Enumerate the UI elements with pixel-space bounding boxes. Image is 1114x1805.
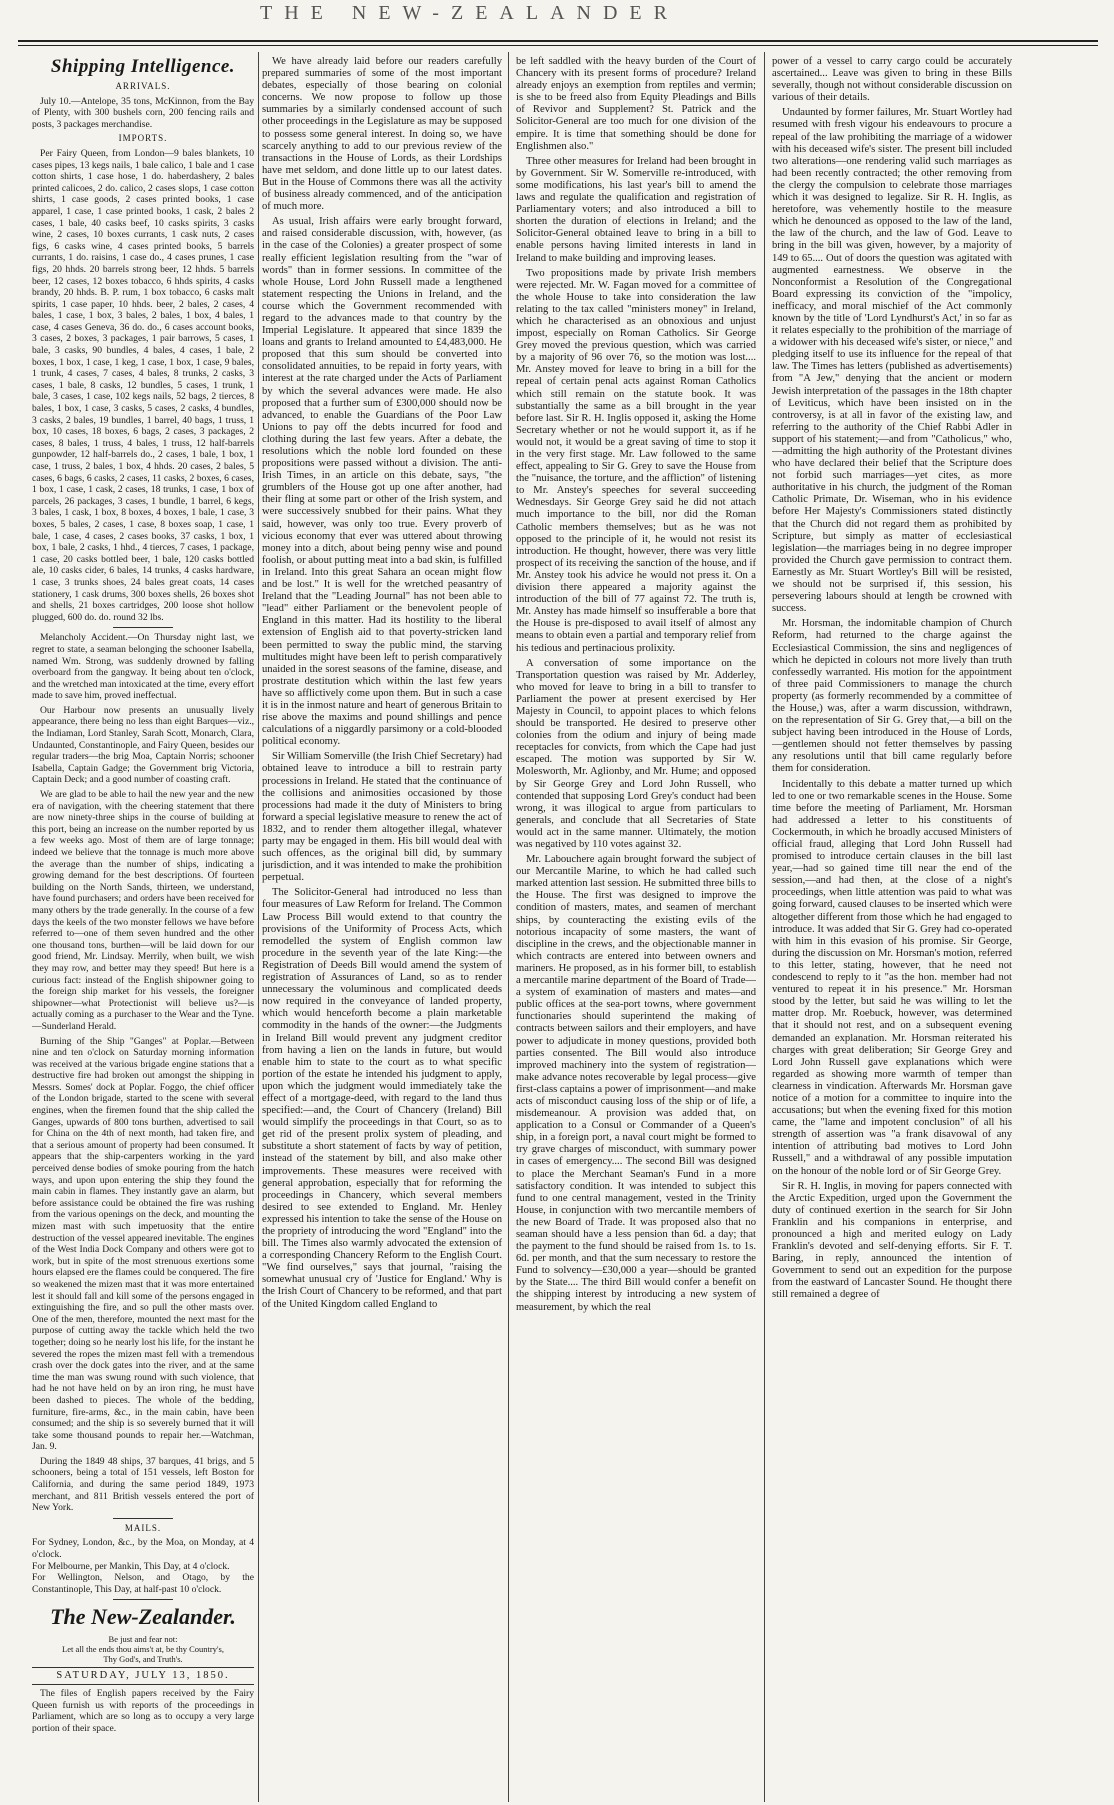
imports-text: Per Fairy Queen, from London—9 bales blankets, 10 cases pipes, 13 kegs nails, 1 bale calico, 1 bale and 1 case cotton shirts, 1 case hose, 1 do. haberdashery, 2 bales printed calicoes, 2 do. calico, 2 cases slops, 1 case cotton shirts, 1 case goods, 2 cases printed books, 1 case apparel, 1 case, 1 case printed books, 1 cask, 2 bales 2 cases, 1 bale, 40 casks beef, 10 casks spirits, 3 casks wine, 2 cases, 10 boxes currants, 1 cask nuts, 2 cases figs, 6 casks wine, 4 cases printed books, 5 barrels currants, 1 do. raisins, 1 case do., 4 cases prunes, 1 case figs, 20 hhds. 20 barrels strong beer, 12 hhds. 5 barrels beer, 12 cases, 12 boxes tobacco, 6 hhds spirits, 4 casks brandy, 20 hhds. B. P. rum, 1 box tobacco, 6 casks malt spirits, 1 case paper, 10 hhds. beer, 2 bales, 2 cases, 4 bales, 1 case, 1 box, 3 bales, 2 bales, 1 box, 4 bales, 1 case, 4 cases Geneva, 36 do. do., 6 cases account books, 3 cases, 2 boxes, 3 packages, 1 pair barrows, 5 cases, 1 bale, 3 casks, 90 bundles, 4 bales, 4 cases, 1 bale, 2 boxes, 1 box, 1 case, 1 keg, 1 case, 1 box, 1 case, 9 bales, 1 trunk, 4 cases, 7 cases, 4 bales, 8 trunks, 2 casks, 3 cases, 1 bale, 8 casks, 12 bundles, 5 cases, 1 trunk, 1 bale, 3 cases, 1 case, 102 kegs nails, 52 bags, 2 tierces, 8 bales, 1 box, 1 case, 3 casks, 5 cases, 2 casks, 4 bundles, 3 casks, 2 bales, 19 bundles, 1 barrel, 40 bags, 1 truss, 1 box, 10 cases, 18 boxes, 6 bags, 2 cases, 3 packages, 2 cases, 8 bales, 1 truss, 4 bales, 1 truss, 12 half-barrels gunpowder, 12 half-barrels do., 2 cases, 1 bale, 1 box, 1 case, 1 truss, 2 bales, 1 box, 4 hhds. 20 cases, 2 bales, 5 cases, 6 bags, 6 casks, 2 cases, 11 casks, 2 boxes, 6 cases, 1 box, 1 case, 1 cask, 2 cases, 18 trunks, 1 case, 1 box of parcels, 26 packages, 3 cases, 1 bundle, 1 barrel, 6 kegs, 3 bales, 1 cask, 1 box, 8 boxes, 4 boxes, 1 bale, 1 case, 3 boxes, 5 bales, 2 cases, 1 case, 8 boxes soap, 1 case, 1 bale, 1 case, 4 cases, 2 cases books, 37 casks, 1 box, 1 box, 1 bale, 2 casks, 1 hhd., 4 tierces, 7 cases, 1 package, 1 case, 20 casks bottled beer, 1 bale, 120 casks bottled ale, 10 casks cider, 6 bales, 14 trunks, 4 casks hardware, 1 case, 3 trunks shoes, 24 bales great coats, 14 cases stationery, 1 cask drums, 300 boxes shells, 26 boxes shot and shells, 21 boxes cartridges, 200 loose shot hollow plugged, 600 do. do. round 32 lbs. xyxy=(32,147,254,623)
paragraph: The Solicitor-General had introduced no less than four measures of Law Reform for Ireland. The Common Law Process Bill would extend to that country the provisions of the Uniformity of Process Acts, which remodelled the system of English common law procedure in the seventh year of the late King:—the Registration of Deeds Bill would amend the system of registration of Assurances of Land, so as to render unnecessary the voluminous and complicated deeds now required in the conveyance of landed property, which would henceforth become a plain marketable commodity in the hands of the owner:—the Judgments in Ireland Bill would prevent any judgment creditor from having a lien on the lands in future, but would enable him to state to the court as to what specific portion of the estate he intended his judgment to apply, upon which the judgment would immediately take the effect of a mortgage-deed, with regard to the land thus specified:—and, the Court of Chancery (Ireland) Bill would simplify the proceedings in that Court, so as to get rid of the present prolix system of pleading, and substitute a short statement of facts by way of petition, instead of the statement by bill, and also make other improvements. These measures were received with general approbation, especially that for reforming the proceedings in Chancery, which several members desired to see extended to England. Mr. Henley expressed his intention to take the sense of the House on the propriety of introducing the word "England" into the bill. The Times also warmly advocated the extension of a corresponding Chancery Reform to the English Court. "We find ourselves," says that journal, "raising the somewhat unusual cry of 'Justice for England.' Why is the Irish Court of Chancery to be reformed, and that part of the United Kingdom called England to xyxy=(262,887,502,1310)
paragraph: Mr. Labouchere again brought forward the subject of our Mercantile Marine, to which he had called such marked attention last session. He submitted three bills to the House. The first was designed to improve the condition of masters, mates, and seamen of merchant ships, by counteracting the existing evils of the notorious incapacity of some masters, the want of discipline in the crews, and the objectionable manner in which contracts are entered into between owners and mariners. He proposed, as in his former bill, to establish a mercantile marine department of the Board of Trade—a system of examination of masters and mates—and public offices at the sea-port towns, where government functionaries should superintend the making of contracts between sailors and their employers, and have power to adjudicate in money questions, provided both parties consented. The Bill would also introduce improved machinery into the system of registration—make advance notes recoverable by legal process—give first-class captains a power of imprisonment—and make acts of misconduct causing loss of the ship or of life, a misdemeanour. A provision was added that, on application to a Consul or Commander of a Queen's ship, in a foreign port, a naval court might be formed to try grave charges of misconduct, with summary power in cases of emergency.... The second Bill was designed to place the Merchant Seaman's Fund in a more satisfactory condition. It was intended to subject this fund to one central management, vested in the Trinity House, in conjunction with two mercantile members of the new Board of Trade. It was proposed also that no seaman should have a less pension than 6d. a day; that the payment to the fund should be raised from 1s. to 1s. 6d. per month, and that the sum necessary to restore the Fund to solvency—£30,000 a year—should be granted by the State.... The third Bill would confer a benefit on the shipping interest by introducing a new system of measurement, by which the real xyxy=(516,854,756,1313)
column-divider xyxy=(508,52,509,1802)
new-zealander-masthead: The New-Zealander. xyxy=(50,1604,236,1630)
paragraph: be left saddled with the heavy burden of the Court of Chancery with its present forms of procedure? Ireland already enjoys an exemption from reptiles and vermin; is she to be freed also from Equity Pleadings and Bills of Revivor and Supplement? St. Patrick and the Solicitor-General are too much for one division of the empire. It is time that something should be done for Englishmen also." xyxy=(516,56,756,152)
dateline: SATURDAY, JULY 13, 1850. xyxy=(32,1667,254,1685)
paragraph: Two propositions made by private Irish members were rejected. Mr. W. Fagan moved for a committee of the whole House to take into consideration the law relating to the tax called "ministers money" in Ireland, which he characterised as an obnoxious and unjust impost, especially on Roman Catholics. Sir George Grey moved the previous question, which was carried by a majority of 96 over 76, so the motion was lost.... Mr. Anstey moved for leave to bring in a bill for the repeal of certain penal acts against Roman Catholics which still remain on the statute book. It was substantially the same as a bill brought in the year before last. Sir R. H. Inglis opposed it, asking the Home Secretary whether or not he would support it, as if he would not, it would be a great saving of time to stop it in the very first stage. Mr. Law followed to the same effect, appealing to Sir G. Grey to save the House from the "nuisance, the torture, and the affliction" of listening to Mr. Anstey's speeches for several succeeding Wednesdays. Sir George Grey said he did not attach much importance to the bill, nor did the Roman Catholic members themselves; but as he was not opposed to the principle of it, he would not resist its introduction. He thought, however, there was very little prospect of its receiving the sanction of the house, and if Mr. Anstey took his advice he would not press it. On a division there appeared a majority against the introduction of the bill of 77 against 72. The truth is, Mr. Anstey has made himself so insufferable a bore that the House is pre-disposed to avail itself of almost any means to obtain even a partial and temporary relief from his tedious and pertinacious prolixity. xyxy=(516,267,756,654)
divider xyxy=(113,1518,173,1519)
motto: Be just and fear not: Let all the ends thou aims't at, be thy Country's, Thy God's, and Truth's. xyxy=(62,1634,224,1665)
paragraph: Mr. Horsman, the indomitable champion of Church Reform, had returned to the charge against the Ecclesiastical Commission, the sins and negligences of which he depicted in colours not more lively than truth confessedly warranted. His motion for the appointment of three paid Commissioners to manage the church property (as formerly recommended by a committee of the House,) was, after a warm discussion, withdrawn, on the representation of Sir G. Grey that,—a bill on the subject having been introduced in the House of Lords,—gentlemen should not fetter themselves by passing any resolutions until that bill came regularly before them for consideration. xyxy=(772,618,1012,775)
column-2 xyxy=(262,56,502,1801)
paragraph: As usual, Irish affairs were early brought forward, and raised considerable discussion, with, however, (as in the case of the Colonies) a greater prospect of some really efficient legislation resulting from the "war of words" than in former sessions. In committee of the whole House, Lord John Russell made a lengthened statement respecting the Unions in Ireland, and the course which the Government recommended with regard to the advances made to that country by the Imperial Legislature. It appeared that since 1839 the loans and grants to Ireland amounted to £4,483,000. He proposed that this sum should be converted into consolidated annuities, to be repaid in forty years, with interest at the rate charged under the Acts of Parliament by which the several advances were made. He also proposed that a further sum of £300,000 should now be advanced, to enable the Guardians of the Poor Law Unions to pay off the debts incurred for food and clothing during the last few years. After a debate, the resolutions which the noble lord founded on these propositions were passed without a division. The anti-Irish Times, in an article on this debate, says, "the grumblers of the House got up one after another, had their fling at some part or other of the Irish system, and were successively snubbed for their pains. What they said, however, was only too true. Every proverb of vicious economy that ever was uttered about throwing money into a ditch, about being penny wise and pound foolish, or about putting meat into a bad skin, is fulfilled in Ireland. Into this great Sahara an ocean might flow and be lost." It is well for the wretched peasantry of Ireland that the "Leading Journal" has not been able to "lead" either Parliament or the benevolent people of England in this matter. Had its hostility to the liberal extension of English aid to that poverty-stricken land been permitted to sway the public mind, the starving multitudes might have been left to perish comparatively unaided in the sorest seasons of the famine, disease, and prostrate destitution which within the last few years have so afflictively come upon them. But in such a case it is in the inmost nature and heart of generous Britain to rise above the maxims and pound shillings and pence calculations of a niggardly parsimony or a cold-blooded political economy. xyxy=(262,216,502,748)
shipbuilding-paragraph: We are glad to be able to hail the new year and the new era of navigation, with the cheering statement that there are now ninety-three ships in the course of building at this port, being an increase on the number reported by us a few weeks ago. Most of them are of large tonnage; indeed we believe that the tonnage is much more above the average than the number of ships, indicating a growing demand for the best descriptions. Of fourteen building on the North Sands, thirteen, we understand, have found purchasers; and orders have been received for many others by the trade generally. In the course of a few days the keels of the two monster fellows we have before referred to—one of them seven hundred and the other one thousand tons, burthen—will be laid down for our good friend, Mr. Lindsay. Merrily, when built, we wish they may row, and better may they speed! But here is a curious fact: instead of the English shipowner going to the foreign ship market for his vessels, the foreigner shipowner—what Protectionist will believe us?—is actually coming as a purchaser to the Wear and the Tyne.—Sunderland Herald. xyxy=(32,789,254,1032)
fire-paragraph: Burning of the Ship "Ganges" at Poplar.—Between nine and ten o'clock on Saturday morning information was received at the various brigade engine stations that a destructive fire had broken out amongst the shipping in Messrs. Somes' dock at Poplar. Foggo, the chief officer of the London brigade, started to the scene with several engines, when the firemen found that the ship called the Ganges, upwards of 800 tons burthen, advertised to sail for China on the 4th of next month, had taken fire, and that a serious amount of property had been consumed. It appears that the ship-carpenters working in the yard perceived dense bodies of smoke pouring from the hatch ways, and upon upon entering the ship they found the main cabin in flames. They instantly gave an alarm, but before assistance could be obtained the fire was rushing from the various openings on the deck, and mounting the mizen mast with such impetuosity that the entire destruction of the vessel appeared inevitable. The engines of the West India Dock Company and others were got to work, but in spite of the most strenuous exertions some hours elapsed ere the flames could be conquered. The fire so weakened the mizen mast that it was more entertained lest it should fall and kill some of the persons engaged in extinguishing the fire, and so pull the other masts over. One of the men, therefore, mounted the next mast for the purpose of cutting away the tackle which held the two together; doing so he nearly lost his life, for the instant he severed the ropes the mizen mast fell with a tremendous crash over the dock gates into the river, and at the same time the man was swung round with such violence, that had he not have held on by an iron ring, he must have been dashed to pieces. The whole of the bedding, furniture, fire-arms, &c., in the main cabin, have been consumed; and the ship is so severely burned that it will take some thousand pounds to repair her.—Watchman, Jan. 9. xyxy=(32,1035,254,1453)
shipping-1849-paragraph: During the 1849 48 ships, 37 barques, 41 brigs, and 5 schooners, being a total of 151 vessels, left Boston for California, and during the same period 1849, 1973 merchant, and 811 British vessels entered the port of New York. xyxy=(32,1455,254,1514)
divider xyxy=(113,1599,173,1600)
harbour-paragraph: Our Harbour now presents an unusually lively appearance, there being no less than eight Barques—viz., the Indiaman, Lord Stanley, Sarah Scott, Monarch, Clara, Undaunted, Constantinople, and Fairy Queen, besides our regular traders—the brig Moa, Captain Norris; schooner Isabella, Captain Gadge; the Government brig Victoria, Captain Deck; and a good number of coasting craft. xyxy=(32,704,254,786)
arrivals-heading: ARRIVALS. xyxy=(115,81,171,91)
shipping-intelligence-title: Shipping Intelligence. xyxy=(50,56,236,77)
header-fragment: THE NEW-ZEALANDER xyxy=(260,2,679,24)
paragraph: power of a vessel to carry cargo could be accurately ascertained... Leave was given to bring in these Bills severally, though not without considerable discussion on various of their details. xyxy=(772,56,1012,104)
top-rule xyxy=(18,40,1098,42)
paragraph: Undaunted by former failures, Mr. Stuart Wortley had resumed with fresh vigour his endeavours to procure a repeal of the law prohibiting the marriage of a widower with his deceased wife's sister. The present bill included two alterations—one rendering valid such marriages as had been recently contracted; the other removing from the clergy the compulsion to celebrate those marriages which it was designed to legalize. Sir R. H. Inglis, as heretofore, was vehemently hostile to the measure which he denounced as opposed to the law of the land, the law of the church, and the law of God. Leave to bring in the bill was given, however, by a majority of 149 to 65.... Out of doors the question was agitated with augmented earnestness. We observe in the Nonconformist a Resolution of the Congregational Board expressing its conviction of the "impolicy, inefficacy, and moral mischief of the Act commonly known by the title of 'Lord Lyndhurst's Act,' in so far as it relates especially to the prohibition of the marriage of a widower with his deceased wife's sister, or niece," and pledging itself to use its influence for the repeal of that law. The Times has letters (published as advertisements) from "A Jew," denying that the ancient or modern Jewish interpretation of the passages in the 18th chapter of Leviticus, which have been insisted on in the controversy, is at all in favor of the existing law, and referring to the authority of the Chief Rabbi Adler in support of his statement;—and from "Catholicus," who,—admitting the high authority of the Protestant divines who have declared their belief that the Scripture does not forbid such marriages—yet cites, as more authoritative in his church, the judgment of the Roman Catholic Primate, Dr. Wiseman, who in his evidence before Her Majesty's Commissioners stated distinctly that the Church did not regard them as prohibited by Scripture, but simply as matter of ecclesiastical legislation—the marriages being in no degree improper provided the Church gave permission to contract them. Earnestly as Mr. Stuart Wortley's Bill will be resisted, we should not be surprised if, this session, his persevering labours should at length be crowned with success. xyxy=(772,107,1012,615)
paragraph: Incidentally to this debate a matter turned up which led to one or two remarkable scenes in the House. Some time before the meeting of Parliament, Mr. Horsman had addressed a letter to his constituents of Cockermouth, in which he broadly accused Ministers of official fraud, alleging that Lord John Russell had promised to introduce certain clauses in the bill last year,—had so gained time till near the end of the session,—and had then, at the close of a night's proceedings, when little attention was paid to what was going forward, caused clauses to be inserted which were altogether different from those which he had engaged to introduce. It was added that Sir G. Grey had co-operated with him in this evasion of his promise. Sir George, during the discussion on Mr. Horsman's motion, referred to this letter, stating, however, that he need not condescend to reply to it "as the hon. member had not ventured to repeat it in his presence." Mr. Horsman stood by the letter, but said he was willing to let the matter drop. Mr. Roebuck, however, was determined that it should not rest, and on a subsequent evening demanded an explanation. Mr. Horsman reiterated his charges with great deliberation; Sir George Grey and Lord John Russell gave explanations which were regarded as showing more warmth of temper than clearness in vindication. Afterwards Mr. Horsman gave notice of a motion for a committee to inquire into the accusations; but when the evening fixed for this motion came, the "lame and impotent conclusion" of all his strength of assertion was "a frank disavowal of any intention of attributing bad motives to Lord John Russell," and a withdrawal of any possible imputation on the honour of the noble lord or of Sir George Grey. xyxy=(772,778,1012,1177)
mails-text: For Sydney, London, &c., by the Moa, on Monday, at 4 o'clock. For Melbourne, per Mankin, This Day, at 4 o'clock. For Wellington, Nelson, and Otago, by the Constantinople, This Day, at half-past 10 o'clock. xyxy=(32,1537,254,1595)
column-4 xyxy=(772,56,1012,1801)
paragraph: We have already laid before our readers carefully prepared summaries of some of the most important debates, especially of those bearing on colonial concerns. We now propose to follow up those summaries by a similarly condensed account of such other proceedings in the Legislature as may be supposed to possess some general interest. In doing so, we have scarcely anything to add to our previous review of the transactions in the House of Lords, as their Lordships have met seldom, and done little up to our latest dates. But in the House of Commons there was all the activity of business already commenced, and of the anticipation of much more. xyxy=(262,56,502,213)
arrivals-text: July 10.—Antelope, 35 tons, McKinnon, from the Bay of Plenty, with 300 bushels corn, 200 fencing rails and posts, 3 packages merchandise. xyxy=(32,95,254,130)
accident-paragraph: Melancholy Accident.—On Thursday night last, we regret to state, a seaman belonging the schooner Isabella, named Wm. Strong, was suddenly drowned by falling overboard from the gangway. It being about ten o'clock, and the wretched man intoxicated at the time, every effort made to save him, proved ineffectual. xyxy=(32,632,254,702)
paragraph: Three other measures for Ireland had been brought in by Government. Sir W. Somerville re-introduced, with some modifications, his last year's bill to amend the laws and regulate the qualification and registration of Parliamentary voters; and also introduced a bill to shorten the duration of elections in Ireland; and the Solicitor-General obtained leave to bring in a bill to enable persons having limited interests in land in Ireland to make building and improving leases. xyxy=(516,155,756,264)
top-rule-thin xyxy=(18,45,1098,46)
lead-paragraph: The files of English papers received by the Fairy Queen furnish us with reports of the proceedings in Parliament, which are so long as to occupy a very large portion of their space. xyxy=(32,1688,254,1734)
mails-heading: MAILS. xyxy=(124,1522,162,1533)
paragraph: Sir R. H. Inglis, in moving for papers connected with the Arctic Expedition, urged upon the Government the duty of continued exertion in the search for Sir John Franklin and his companions in enterprise, and pronounced a high and merited eulogy on Lady Franklin's devoted and self-denying efforts. Sir F. T. Baring, in reply, announced the intention of Government to send out an expedition for the purpose from the eastward of Lancaster Sound. He thought there still remained a degree of xyxy=(772,1180,1012,1301)
column-divider xyxy=(258,52,259,1802)
paragraph: Sir William Somerville (the Irish Chief Secretary) had obtained leave to introduce a bill to restrain party processions in Ireland. He stated that the continuance of the collisions and animosities occasioned by those processions had made it the duty of Ministers to bring forward a special legislative measure to renew the act of 1832, and to render them altogether illegal, whatever party may be engaged in them. His bill would deal with such offences, as the original bill did, by summary jurisdiction, and it was intended to make the prohibition perpetual. xyxy=(262,751,502,884)
masthead-band xyxy=(0,0,1114,44)
column-3 xyxy=(516,56,756,1801)
column-divider xyxy=(764,52,765,1802)
imports-heading: IMPORTS. xyxy=(118,133,168,144)
column-1 xyxy=(32,56,254,1801)
paragraph: A conversation of some importance on the Transportation question was raised by Mr. Adderley, who moved for leave to bring in a bill to transfer to Parliament the power at present exercised by Her Majesty in Council, to appoint places to which felons should be transported. He desired to preserve other colonies from the odium and injury of being made receptacles for convicts, from which the Cape had just escaped. The motion was supported by Sir W. Molesworth, Mr. Aglionby, and Mr. Hume; and opposed by Sir George Grey and Lord John Russell, who contended that supposing Lord Grey's conduct had been wrong, it was illogical to argue from particulars to generals, and conclude that all Secretaries of State would act in the same manner. Ultimately, the motion was negatived by 110 votes against 32. xyxy=(516,657,756,850)
divider xyxy=(113,627,173,628)
